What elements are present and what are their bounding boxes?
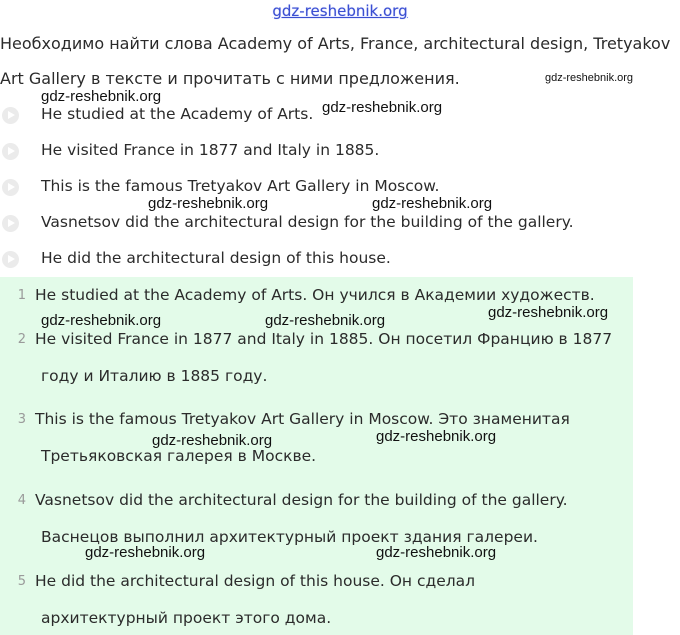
watermark: gdz-reshebnik.org bbox=[265, 312, 386, 329]
answer-3-line-2: Третьяковская галерея в Москве. bbox=[41, 447, 317, 465]
answer-4-line-1: Vasnetsov did the architectural design for the building of the gallery. bbox=[35, 491, 568, 509]
sentence-3: This is the famous Tretyakov Art Gallery in Moscow. bbox=[41, 177, 440, 195]
watermark: gdz-reshebnik.org bbox=[41, 312, 162, 329]
watermark: gdz-reshebnik.org bbox=[152, 432, 273, 449]
answer-number: 5 bbox=[17, 574, 26, 589]
sentence-1: He studied at the Academy of Arts. bbox=[41, 105, 314, 123]
answer-5-line-2: архитектурный проект этого дома. bbox=[41, 609, 332, 627]
task-text-line-2: Art Gallery в тексте и прочитать с ними предложения. bbox=[0, 69, 460, 88]
watermark: gdz-reshebnik.org bbox=[372, 195, 493, 212]
answer-3-line-1: This is the famous Tretyakov Art Gallery in Moscow. Это знаменитая bbox=[35, 410, 570, 428]
site-link[interactable]: gdz-reshebnik.org bbox=[272, 2, 408, 20]
answer-number: 2 bbox=[17, 332, 26, 347]
answer-number: 1 bbox=[17, 288, 26, 303]
answer-4-line-2: Васнецов выполнил архитектурный проект здания галереи. bbox=[41, 528, 538, 546]
answer-number: 3 bbox=[17, 412, 26, 427]
play-icon[interactable] bbox=[2, 143, 19, 160]
sentence-4: Vasnetsov did the architectural design for the building of the gallery. bbox=[41, 213, 574, 231]
watermark: gdz-reshebnik.org bbox=[376, 428, 497, 445]
watermark: gdz-reshebnik.org bbox=[85, 544, 206, 561]
play-icon[interactable] bbox=[2, 251, 19, 268]
answer-2-line-1: He visited France in 1877 and Italy in 1885. Он посетил Францию в 1877 bbox=[35, 330, 613, 348]
answer-1-line-1: He studied at the Academy of Arts. Он учился в Академии художеств. bbox=[35, 286, 595, 304]
watermark: gdz-reshebnik.org bbox=[488, 304, 609, 321]
watermark: gdz-reshebnik.org bbox=[545, 72, 634, 84]
sentence-5: He did the architectural design of this house. bbox=[41, 249, 391, 267]
answer-number: 4 bbox=[17, 493, 26, 508]
answer-5-line-1: He did the architectural design of this house. Он сделал bbox=[35, 572, 476, 590]
play-icon[interactable] bbox=[2, 215, 19, 232]
watermark: gdz-reshebnik.org bbox=[322, 99, 443, 116]
play-icon[interactable] bbox=[2, 107, 19, 124]
answer-2-line-2: году и Италию в 1885 году. bbox=[41, 367, 268, 385]
sentence-2: He visited France in 1877 and Italy in 1885. bbox=[41, 141, 380, 159]
task-text-line-1: Необходимо найти слова Academy of Arts, France, architectural design, Tretyakov bbox=[0, 34, 671, 53]
play-icon[interactable] bbox=[2, 179, 19, 196]
watermark: gdz-reshebnik.org bbox=[148, 195, 269, 212]
watermark: gdz-reshebnik.org bbox=[41, 88, 162, 105]
watermark: gdz-reshebnik.org bbox=[376, 544, 497, 561]
